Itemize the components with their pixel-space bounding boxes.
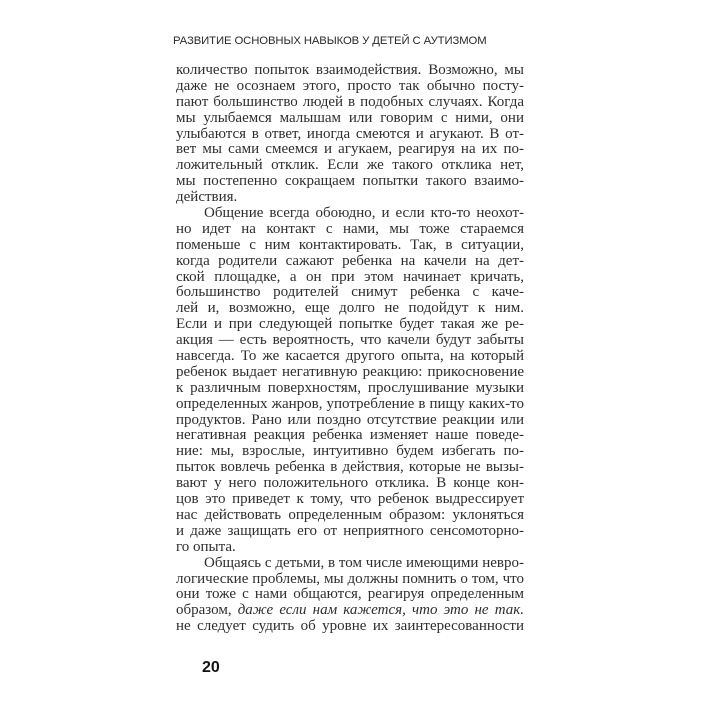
text-line: навсегда. То же касается другого опыта, на который <box>176 349 524 365</box>
text-line: улыбаются в ответ, иногда смеются и агукают. В от- <box>176 126 524 142</box>
text-line <box>176 603 524 619</box>
text-line: они тоже с нами общаются, реагируя определенным <box>176 587 524 603</box>
text-line: когда родители сажают ребенка на качели на дет- <box>176 253 524 269</box>
text-line: даже не осознаем этого, просто так обычно посту- <box>176 78 524 94</box>
text-line: не следует судить об уровне их заинтересованности <box>176 619 524 635</box>
text-line: действия. <box>176 190 238 206</box>
text-line: продуктов. Рано или поздно отсутствие реакции или <box>176 412 524 428</box>
text-line: поменьше с ним контактировать. Так, в ситуации, <box>176 237 524 253</box>
text-line: но идет на контакт с нами, мы тоже стараемся <box>176 221 524 237</box>
paragraph <box>176 63 524 206</box>
text-line: Общение всегда обоюдно, и если кто-то неохот- <box>204 206 524 222</box>
text-line: количество попыток взаимодействия. Возможно, мы <box>176 63 524 78</box>
text-line: нас действовать определенным образом: уклоняться <box>176 507 524 523</box>
text-line: вет мы сами смеемся и агукаем, реагируя на их по- <box>176 142 524 158</box>
text-line: мы постепенно сокращаем попытки такого взаимо- <box>176 174 524 190</box>
text-line: ложительный отклик. Если же такого отклика нет, <box>176 158 524 174</box>
page-body <box>176 63 524 635</box>
text-segment: образом, <box>176 603 238 619</box>
text-line: к различным поверхностям, прослушивание музыки <box>176 380 524 396</box>
text-line: пают большинство людей в подобных случаях. Когда <box>176 94 524 110</box>
text-line: ской площадке, а он при этом начинает кричать, <box>176 269 524 285</box>
text-line: большинство родителей снимут ребенка с каче- <box>176 285 524 301</box>
text-line: Общаясь с детьми, в том числе имеющими невро- <box>204 555 524 571</box>
text-line: вают у него положительного отклика. В конце кон- <box>176 476 524 492</box>
emphasis-text: даже если нам кажется, что это не так. <box>237 603 524 619</box>
text-line: цов это приведет к тому, что ребенок выдрессирует <box>176 492 524 508</box>
text-line: акция — есть вероятность, что качели будут забыты <box>176 333 524 349</box>
running-header: РАЗВИТИЕ ОСНОВНЫХ НАВЫКОВ У ДЕТЕЙ С АУТИЗМОМ <box>173 35 487 47</box>
text-line: го опыта. <box>176 539 236 555</box>
page-number: 20 <box>202 659 220 676</box>
text-line: негативная реакция ребенка изменяет наше поведе- <box>176 428 524 444</box>
text-line: Если и при следующей попытке будет такая же ре- <box>176 317 524 333</box>
text-line: и даже защищать его от неприятного сенсомоторно- <box>176 523 524 539</box>
text-line: логические проблемы, мы должны помнить о том, что <box>176 571 524 587</box>
text-line: ние: мы, взрослые, интуитивно будем избегать по- <box>176 444 524 460</box>
text-line: лей и, возможно, еще долго не подойдут к ним. <box>176 301 524 317</box>
paragraph <box>176 556 524 635</box>
text-line: мы улыбаемся малышам или говорим с ними, они <box>176 110 524 126</box>
paragraph <box>176 206 524 556</box>
text-line: ребенок выдает негативную реакцию: прикосновение <box>176 364 524 380</box>
text-line: пыток вовлечь ребенка в действия, которые не вызы- <box>176 460 524 476</box>
text-line: определенных жанров, употребление в пищу каких-то <box>176 396 524 412</box>
